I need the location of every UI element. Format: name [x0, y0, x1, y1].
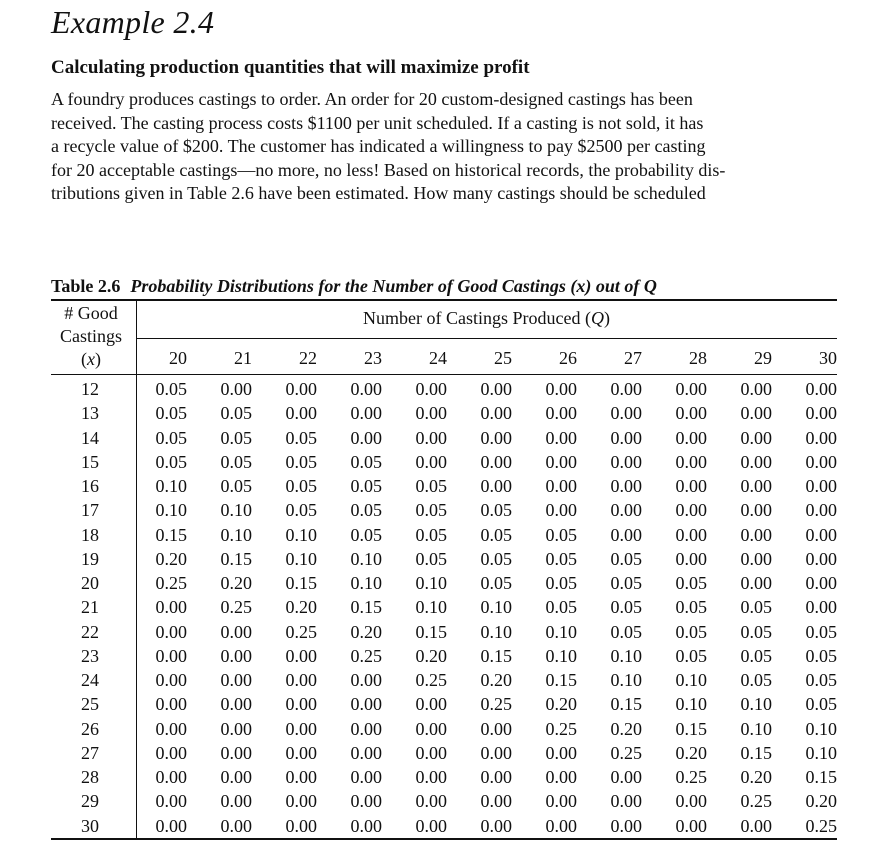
table-cell: 0.00: [740, 451, 772, 472]
table-cell: 0.00: [740, 427, 772, 448]
table-cell: 0.10: [350, 548, 382, 569]
table-cell: 0.00: [220, 742, 252, 763]
table-cell: 0.25: [610, 742, 642, 763]
table-cell: 0.05: [350, 524, 382, 545]
table-cell: 0.05: [415, 524, 447, 545]
table-cell: 0.00: [285, 403, 317, 424]
table-cell: 0.00: [740, 403, 772, 424]
paragraph-line: for 20 acceptable castings—no more, no less! Based on historical records, the probability dis-: [51, 159, 726, 180]
row-label: 29: [81, 791, 99, 812]
row-label: 19: [81, 548, 99, 569]
table-cell: 0.00: [155, 815, 187, 836]
table-cell: 0.05: [805, 670, 837, 690]
table-cell: 0.00: [285, 742, 317, 763]
table-cell: 0.00: [220, 694, 252, 715]
table-cell: 0.00: [415, 379, 447, 399]
row-label: 22: [81, 621, 99, 642]
row-label: 21: [81, 597, 99, 618]
table-cell: 0.00: [740, 573, 772, 593]
table-cell: 0.00: [480, 451, 512, 472]
table-cell: 0.00: [350, 791, 382, 812]
table-cell: 0.25: [740, 791, 772, 812]
table-cell: 0.05: [350, 500, 382, 521]
table-cell: 0.15: [805, 767, 837, 787]
column-header: 21: [234, 348, 252, 368]
table-cell: 0.05: [415, 476, 447, 496]
table-cell: 0.05: [675, 597, 707, 618]
table-cell: 0.05: [480, 573, 512, 593]
table-cell: 0.20: [545, 694, 577, 715]
row-label: 26: [81, 718, 99, 739]
table-cell: 0.00: [155, 791, 187, 812]
table-cell: 0.00: [675, 548, 707, 569]
table-cell: 0.15: [220, 548, 252, 569]
table-cell: 0.05: [415, 548, 447, 569]
table-cell: 0.00: [740, 500, 772, 521]
table-cell: 0.05: [480, 524, 512, 545]
table-cell: 0.05: [675, 621, 707, 642]
table-cell: 0.00: [285, 718, 317, 739]
table-cell: 0.15: [415, 621, 447, 642]
table-cell: 0.05: [285, 476, 317, 496]
table-cell: 0.15: [610, 694, 642, 715]
table-cell: 0.00: [610, 379, 642, 399]
table-cell: 0.10: [220, 524, 252, 545]
spanner-var: Q: [590, 308, 604, 328]
table-cell: 0.00: [155, 645, 187, 666]
table-cell: 0.20: [350, 621, 382, 642]
table-cell: 0.05: [740, 597, 772, 618]
table-cell: 0.00: [155, 621, 187, 642]
table-cell: 0.00: [415, 427, 447, 448]
table-cell: 0.00: [675, 379, 707, 399]
table-cell: 0.00: [220, 815, 252, 836]
table-cell: 0.20: [155, 548, 187, 569]
paragraph-line: a recycle value of $200. The customer has indicated a willingness to pay $2500 per casting: [51, 136, 706, 156]
table-cell: 0.10: [415, 597, 447, 618]
table-cell: 0.20: [220, 573, 252, 593]
table-cell: 0.00: [350, 694, 382, 715]
table-cell: 0.00: [610, 427, 642, 448]
table-cell: 0.00: [350, 718, 382, 739]
table-cell: 0.00: [675, 451, 707, 472]
table-cell: 0.20: [285, 597, 317, 618]
table-cell: 0.00: [285, 815, 317, 836]
table-cell: 0.10: [610, 670, 642, 690]
table-cell: 0.00: [285, 694, 317, 715]
stub-header-line3: [51, 348, 131, 371]
table-cell: 0.00: [415, 694, 447, 715]
table-cell: 0.25: [285, 621, 317, 642]
table-cell: 0.05: [610, 621, 642, 642]
table-cell: 0.00: [220, 621, 252, 642]
table-cell: 0.00: [155, 670, 187, 690]
spanner-close: ): [603, 308, 610, 328]
table-cell: 0.00: [350, 767, 382, 787]
table-cell: 0.05: [350, 451, 382, 472]
table-cell: 0.00: [415, 815, 447, 836]
table-cell: 0.00: [610, 767, 642, 787]
table-cell: 0.00: [155, 718, 187, 739]
table-cell: 0.00: [610, 403, 642, 424]
table-cell: 0.25: [480, 694, 512, 715]
table-cell: 0.00: [805, 427, 837, 448]
table-cell: 0.05: [415, 500, 447, 521]
table-cell: 0.05: [155, 427, 187, 448]
table-cell: 0.25: [805, 815, 837, 836]
table-cell: 0.00: [545, 815, 577, 836]
table-cell: 0.05: [350, 476, 382, 496]
table-cell: 0.05: [610, 597, 642, 618]
table-cell: 0.00: [675, 427, 707, 448]
row-label: 28: [81, 767, 99, 787]
table-cell: 0.05: [155, 451, 187, 472]
example-title: Example 2.4: [51, 4, 215, 40]
table-top-rule: [51, 299, 837, 301]
row-label: 20: [81, 573, 99, 593]
table-cell: 0.00: [155, 597, 187, 618]
table-cell: 0.00: [415, 451, 447, 472]
table-cell: 0.20: [480, 670, 512, 690]
table-cell: 0.25: [545, 718, 577, 739]
row-label: 27: [81, 742, 99, 763]
table-cell: 0.00: [805, 548, 837, 569]
table-cell: 0.05: [480, 500, 512, 521]
paragraph-line: A foundry produces castings to order. An order for 20 custom-designed castings has been: [51, 89, 693, 109]
table-bottom-rule: [51, 838, 837, 840]
table-cell: 0.00: [740, 476, 772, 496]
stub-header-line1: # Good: [64, 303, 118, 323]
table-cell: 0.05: [155, 379, 187, 399]
table-cell: 0.00: [220, 379, 252, 399]
table-cell: 0.10: [155, 500, 187, 521]
column-header: 30: [819, 348, 837, 368]
table-cell: 0.05: [155, 403, 187, 424]
table-cell: 0.05: [545, 573, 577, 593]
table-cell: 0.00: [350, 670, 382, 690]
table-cell: 0.00: [805, 476, 837, 496]
table-cell: 0.00: [610, 815, 642, 836]
table-cell: 0.00: [285, 645, 317, 666]
table-cell: 0.00: [480, 742, 512, 763]
stub-header-var: x: [87, 349, 95, 369]
table-cell: 0.10: [350, 573, 382, 593]
row-label: 24: [81, 670, 99, 690]
stub-header-close: ): [95, 349, 101, 369]
table-cell: 0.00: [805, 524, 837, 545]
table-cell: 0.10: [675, 694, 707, 715]
table-cell: 0.15: [545, 670, 577, 690]
column-header: 23: [364, 348, 382, 368]
row-label: 25: [81, 694, 99, 715]
example-subtitle: Calculating production quantities that will maximize profit: [51, 57, 530, 78]
table-cell: 0.20: [415, 645, 447, 666]
table-cell: 0.00: [545, 403, 577, 424]
table-cell: 0.00: [545, 767, 577, 787]
table-cell: 0.00: [805, 573, 837, 593]
table-cell: 0.05: [285, 451, 317, 472]
table-cell: 0.15: [480, 645, 512, 666]
table-cell: 0.05: [545, 548, 577, 569]
table-cell: 0.00: [285, 379, 317, 399]
table-cell: 0.00: [415, 403, 447, 424]
column-header: 26: [559, 348, 577, 368]
row-label: 18: [81, 524, 99, 545]
table-cell: 0.00: [285, 791, 317, 812]
table-cell: 0.00: [740, 524, 772, 545]
table-cell: 0.20: [610, 718, 642, 739]
table-cell: 0.00: [220, 718, 252, 739]
table-cell: 0.00: [350, 403, 382, 424]
table-cell: 0.05: [285, 427, 317, 448]
table-cell: 0.00: [610, 791, 642, 812]
table-label: Table 2.6: [51, 276, 121, 296]
table-cell: 0.00: [545, 451, 577, 472]
table-cell: 0.05: [805, 621, 837, 642]
table-cell: 0.00: [155, 742, 187, 763]
table-cell: 0.00: [675, 403, 707, 424]
table-header-rule: [51, 374, 837, 375]
spanner-text: Number of Castings Produced (: [363, 308, 591, 328]
table-cell: 0.00: [480, 403, 512, 424]
table-cell: 0.00: [545, 427, 577, 448]
table-cell: 0.15: [350, 597, 382, 618]
table-cell: 0.00: [285, 767, 317, 787]
table-cell: 0.10: [480, 597, 512, 618]
table-cell: 0.05: [740, 621, 772, 642]
table-cell: 0.00: [545, 379, 577, 399]
table-cell: 0.10: [805, 742, 837, 763]
table-cell: 0.00: [220, 645, 252, 666]
table-cell: 0.05: [220, 403, 252, 424]
table-cell: 0.00: [805, 379, 837, 399]
stub-header-line2: Castings: [59, 326, 122, 346]
table-cell: 0.00: [220, 670, 252, 690]
table-cell: 0.25: [220, 597, 252, 618]
table-cell: 0.00: [480, 476, 512, 496]
column-header: 25: [494, 348, 512, 368]
table-cell: 0.05: [220, 476, 252, 496]
table-cell: 0.00: [545, 791, 577, 812]
table-cell: 0.00: [480, 427, 512, 448]
column-header: 28: [689, 348, 707, 368]
table-cell: 0.25: [350, 645, 382, 666]
table-cell: 0.05: [805, 645, 837, 666]
table-cell: 0.15: [285, 573, 317, 593]
table-cell: 0.00: [610, 476, 642, 496]
table-cell: 0.00: [155, 767, 187, 787]
table-cell: 0.05: [220, 451, 252, 472]
table-cell: 0.25: [155, 573, 187, 593]
table-cell: 0.25: [415, 670, 447, 690]
table-cell: 0.05: [220, 427, 252, 448]
table-cell: 0.00: [480, 791, 512, 812]
table-cell: 0.00: [220, 791, 252, 812]
table-cell: 0.00: [415, 767, 447, 787]
table-cell: 0.05: [675, 645, 707, 666]
table-cell: 0.00: [545, 742, 577, 763]
table-cell: 0.00: [545, 500, 577, 521]
table-cell: 0.10: [545, 621, 577, 642]
table-cell: 0.00: [805, 597, 837, 618]
table-cell: 0.15: [155, 524, 187, 545]
table-cell: 0.10: [220, 500, 252, 521]
table-cell: 0.00: [610, 500, 642, 521]
table-cell: 0.00: [480, 379, 512, 399]
paragraph-line: tributions given in Table 2.6 have been estimated. How many castings should be scheduled: [51, 183, 706, 203]
row-label: 16: [81, 476, 99, 496]
table-cell: 0.20: [805, 791, 837, 812]
table-cell: 0.00: [610, 524, 642, 545]
table-caption-text: Probability Distributions for the Number of Good Castings (x) out of Q: [130, 276, 657, 296]
table-caption: [51, 274, 657, 298]
row-label: 30: [81, 815, 99, 836]
table-cell: 0.00: [675, 500, 707, 521]
table-cell: 0.00: [675, 791, 707, 812]
table-cell: 0.10: [415, 573, 447, 593]
table-cell: 0.15: [740, 742, 772, 763]
table-cell: 0.10: [805, 718, 837, 739]
table-cell: 0.00: [415, 791, 447, 812]
table-cell: 0.10: [285, 548, 317, 569]
column-header: 24: [429, 348, 447, 368]
table-cell: 0.10: [610, 645, 642, 666]
column-header: 29: [754, 348, 772, 368]
table-cell: 0.20: [740, 767, 772, 787]
row-label: 23: [81, 645, 99, 666]
table-cell: 0.10: [545, 645, 577, 666]
table-cell: 0.25: [675, 767, 707, 787]
row-label: 17: [81, 500, 99, 521]
table-cell: 0.00: [610, 451, 642, 472]
stub-header: [51, 302, 131, 371]
table-cell: 0.00: [740, 379, 772, 399]
column-header: 27: [624, 348, 642, 368]
table-cell: 0.15: [675, 718, 707, 739]
row-label: 13: [81, 403, 99, 424]
table-cell: 0.05: [610, 573, 642, 593]
table-cell: 0.00: [545, 476, 577, 496]
table-cell: 0.00: [350, 427, 382, 448]
table-cell: 0.00: [805, 403, 837, 424]
table-cell: 0.10: [480, 621, 512, 642]
table-spanner-rule: [136, 338, 837, 339]
table-cell: 0.00: [480, 815, 512, 836]
table-cell: 0.05: [285, 500, 317, 521]
row-label: 14: [81, 427, 99, 448]
table-cell: 0.00: [285, 670, 317, 690]
table-cell: 0.00: [350, 742, 382, 763]
table-cell: 0.05: [805, 694, 837, 715]
table-cell: 0.00: [675, 524, 707, 545]
table-cell: 0.20: [675, 742, 707, 763]
table-cell: 0.05: [740, 645, 772, 666]
table-cell: 0.00: [155, 694, 187, 715]
table-cell: 0.00: [415, 742, 447, 763]
stub-header-open: (: [81, 349, 87, 369]
table-cell: 0.00: [805, 451, 837, 472]
table-cell: 0.00: [220, 767, 252, 787]
table-cell: 0.10: [740, 718, 772, 739]
table-cell: 0.00: [415, 718, 447, 739]
table-cell: 0.10: [675, 670, 707, 690]
table-cell: 0.00: [805, 500, 837, 521]
table-cell: 0.05: [610, 548, 642, 569]
table-cell: 0.00: [675, 476, 707, 496]
row-label: 15: [81, 451, 99, 472]
column-header: 22: [299, 348, 317, 368]
table-cell: 0.00: [675, 815, 707, 836]
paragraph-line: received. The casting process costs $1100 per unit scheduled. If a casting is not sold, it has: [51, 112, 704, 133]
table-cell: 0.05: [740, 670, 772, 690]
table-cell: 0.00: [480, 767, 512, 787]
table-cell: 0.05: [545, 524, 577, 545]
table-cell: 0.10: [285, 524, 317, 545]
table-cell: 0.05: [675, 573, 707, 593]
table-cell: 0.00: [740, 548, 772, 569]
table-cell: 0.00: [350, 815, 382, 836]
table-cell: 0.05: [480, 548, 512, 569]
table-cell: 0.00: [480, 718, 512, 739]
row-label: 12: [81, 379, 99, 399]
table-cell: 0.10: [155, 476, 187, 496]
table-cell: 0.05: [545, 597, 577, 618]
problem-paragraph: [51, 88, 841, 206]
table-cell: 0.00: [740, 815, 772, 836]
table-cell: 0.00: [350, 379, 382, 399]
column-header: 20: [169, 348, 187, 368]
column-spanner-header: [136, 306, 837, 330]
table-cell: 0.10: [740, 694, 772, 715]
